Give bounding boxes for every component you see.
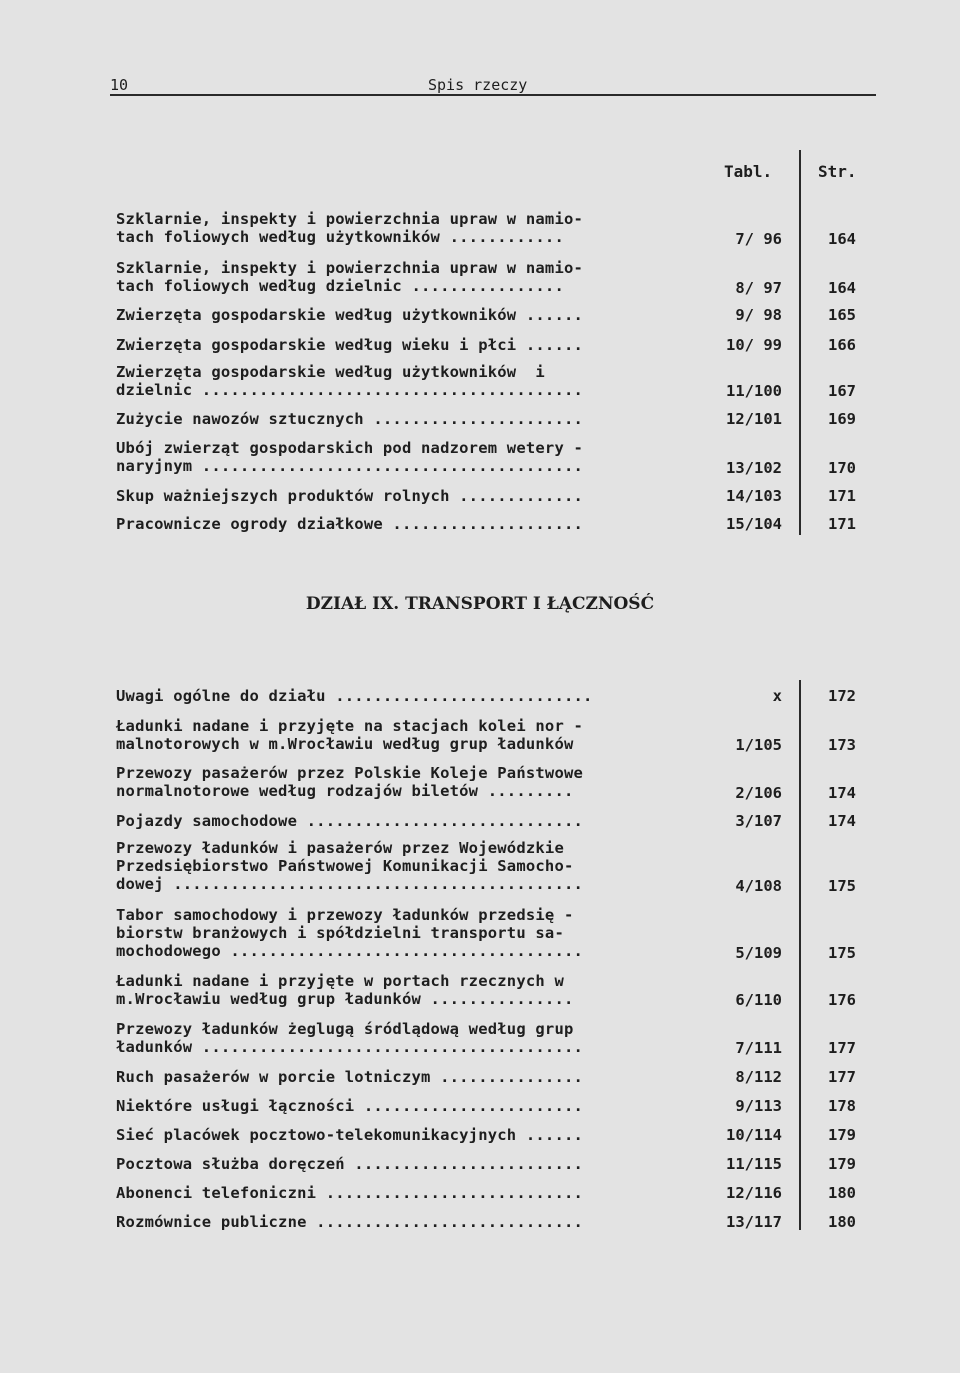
page-ref: 174 (828, 812, 856, 830)
page-ref: 172 (828, 687, 856, 705)
toc-entry (116, 1213, 856, 1231)
entry-line: Zwierzęta gospodarskie według wieku i płci ...... (116, 336, 584, 354)
toc-entry (116, 1126, 856, 1144)
page-number: 10 (110, 76, 129, 94)
table-number: 4/108 (735, 877, 782, 895)
table-number: 2/106 (735, 784, 782, 802)
entry-line: Abonenci telefoniczni ........................... (116, 1184, 584, 1202)
toc-entry (116, 1097, 856, 1115)
page-ref: 175 (828, 944, 856, 962)
entry-line: m.Wrocławiu według grup ładunków ............... (116, 990, 574, 1008)
entry-line: malnotorowych w m.Wrocławiu według grup ładunków (116, 735, 574, 753)
page-ref: 170 (828, 459, 856, 477)
entry-line: Zwierzęta gospodarskie według użytkowników ...... (116, 306, 584, 324)
table-number: 9/113 (735, 1097, 782, 1115)
toc-entry (116, 1068, 856, 1086)
toc-entry (116, 839, 856, 895)
page-ref: 171 (828, 515, 856, 533)
entry-line: Zwierzęta gospodarskie według użytkowników i (116, 363, 545, 381)
page-header (110, 76, 876, 98)
page-ref: 177 (828, 1068, 856, 1086)
table-number: 13/102 (726, 459, 782, 477)
entry-line: Przedsiębiorstwo Państwowej Komunikacji Samocho- (116, 857, 574, 875)
toc-entry (116, 764, 856, 800)
table-number: 8/ 97 (735, 279, 782, 297)
entry-line: Niektóre usługi łączności ....................... (116, 1097, 584, 1115)
entry-line: Uwagi ogólne do działu ........................... (116, 687, 593, 705)
running-title: Spis rzeczy (428, 76, 528, 94)
page-ref: 164 (828, 279, 856, 297)
toc-entry (116, 487, 856, 505)
toc-entry (116, 410, 856, 428)
toc-entry (116, 717, 856, 753)
entry-line: Sieć placówek pocztowo-telekomunikacyjnych ...... (116, 1126, 584, 1144)
page-ref: 165 (828, 306, 856, 324)
entry-line: Przewozy pasażerów przez Polskie Koleje Państwowe (116, 764, 584, 782)
page-ref: 169 (828, 410, 856, 428)
entry-line: Ruch pasażerów w porcie lotniczym ............... (116, 1068, 584, 1086)
page-ref: 175 (828, 877, 856, 895)
toc-entry (116, 363, 856, 399)
entry-line: biorstw branżowych i spółdzielni transportu sa- (116, 924, 564, 942)
entry-line: tach foliowych według użytkowników ............ (116, 228, 564, 246)
entry-line: Pocztowa służba doręczeń ........................ (116, 1155, 584, 1173)
entry-line: Szklarnie, inspekty i powierzchnia upraw w namio- (116, 259, 584, 277)
page-ref: 177 (828, 1039, 856, 1057)
toc-entry (116, 687, 856, 705)
table-number: 12/116 (726, 1184, 782, 1202)
page-ref: 174 (828, 784, 856, 802)
toc-entry (116, 906, 856, 962)
entry-line: Skup ważniejszych produktów rolnych ............. (116, 487, 584, 505)
entry-line: Ładunki nadane i przyjęte na stacjach kolei nor - (116, 717, 584, 735)
page-ref: 179 (828, 1126, 856, 1144)
toc-entry (116, 972, 856, 1008)
table-number: 6/110 (735, 991, 782, 1009)
entry-line: ładunków ........................................ (116, 1038, 584, 1056)
entry-line: tach foliowych według dzielnic ................ (116, 277, 564, 295)
column-header-tabl: Tabl. (724, 162, 773, 181)
toc-entry (116, 1155, 856, 1173)
table-number: 9/ 98 (735, 306, 782, 324)
table-number: 7/ 96 (735, 230, 782, 248)
table-number: 5/109 (735, 944, 782, 962)
page-ref: 180 (828, 1213, 856, 1231)
table-number: 7/111 (735, 1039, 782, 1057)
table-number: 13/117 (726, 1213, 782, 1231)
toc-entry (116, 306, 856, 324)
toc-entry (116, 812, 856, 830)
page-ref: 164 (828, 230, 856, 248)
entry-line: Ubój zwierząt gospodarskich pod nadzorem wetery - (116, 439, 584, 457)
entry-line: dowej ........................................... (116, 875, 584, 893)
table-number: 11/115 (726, 1155, 782, 1173)
entry-line: Zużycie nawozów sztucznych ...................... (116, 410, 584, 428)
page-ref: 166 (828, 336, 856, 354)
entry-line: mochodowego ..................................... (116, 942, 584, 960)
page-ref: 171 (828, 487, 856, 505)
column-header-str: Str. (818, 162, 857, 181)
page-ref: 167 (828, 382, 856, 400)
entry-line: normalnotorowe według rodzajów biletów ......... (116, 782, 574, 800)
table-number: 14/103 (726, 487, 782, 505)
entry-line: Pracownicze ogrody działkowe .................... (116, 515, 584, 533)
page-ref: 176 (828, 991, 856, 1009)
entry-line: dzielnic ........................................ (116, 381, 584, 399)
entry-line: Przewozy ładunków i pasażerów przez Wojewódzkie (116, 839, 564, 857)
entry-line: Pojazdy samochodowe ............................. (116, 812, 584, 830)
table-number: 12/101 (726, 410, 782, 428)
entry-line: Rozmównice publiczne ............................ (116, 1213, 584, 1231)
table-number: 1/105 (735, 736, 782, 754)
entry-line: Przewozy ładunków żeglugą śródlądową według grup (116, 1020, 574, 1038)
table-number: 3/107 (735, 812, 782, 830)
toc-entry (116, 1020, 856, 1056)
header-rule (110, 94, 876, 96)
toc-entry (116, 439, 856, 475)
table-number: 8/112 (735, 1068, 782, 1086)
table-number: x (772, 687, 782, 705)
table-number: 10/114 (726, 1126, 782, 1144)
table-number: 11/100 (726, 382, 782, 400)
page-ref: 178 (828, 1097, 856, 1115)
page-ref: 179 (828, 1155, 856, 1173)
toc-entry (116, 1184, 856, 1202)
page-ref: 173 (828, 736, 856, 754)
toc-entry (116, 515, 856, 533)
toc-entry (116, 336, 856, 354)
entry-line: Szklarnie, inspekty i powierzchnia upraw w namio- (116, 210, 584, 228)
table-number: 15/104 (726, 515, 782, 533)
page-ref: 180 (828, 1184, 856, 1202)
table-number: 10/ 99 (726, 336, 782, 354)
entry-line: Tabor samochodowy i przewozy ładunków przedsię - (116, 906, 574, 924)
entry-line: naryjnym ........................................ (116, 457, 584, 475)
section-title: DZIAŁ IX. TRANSPORT I ŁĄCZNOŚĆ (305, 594, 655, 614)
entry-line: Ładunki nadane i przyjęte w portach rzecznych w (116, 972, 564, 990)
toc-entry (116, 259, 856, 295)
toc-entry (116, 210, 856, 246)
